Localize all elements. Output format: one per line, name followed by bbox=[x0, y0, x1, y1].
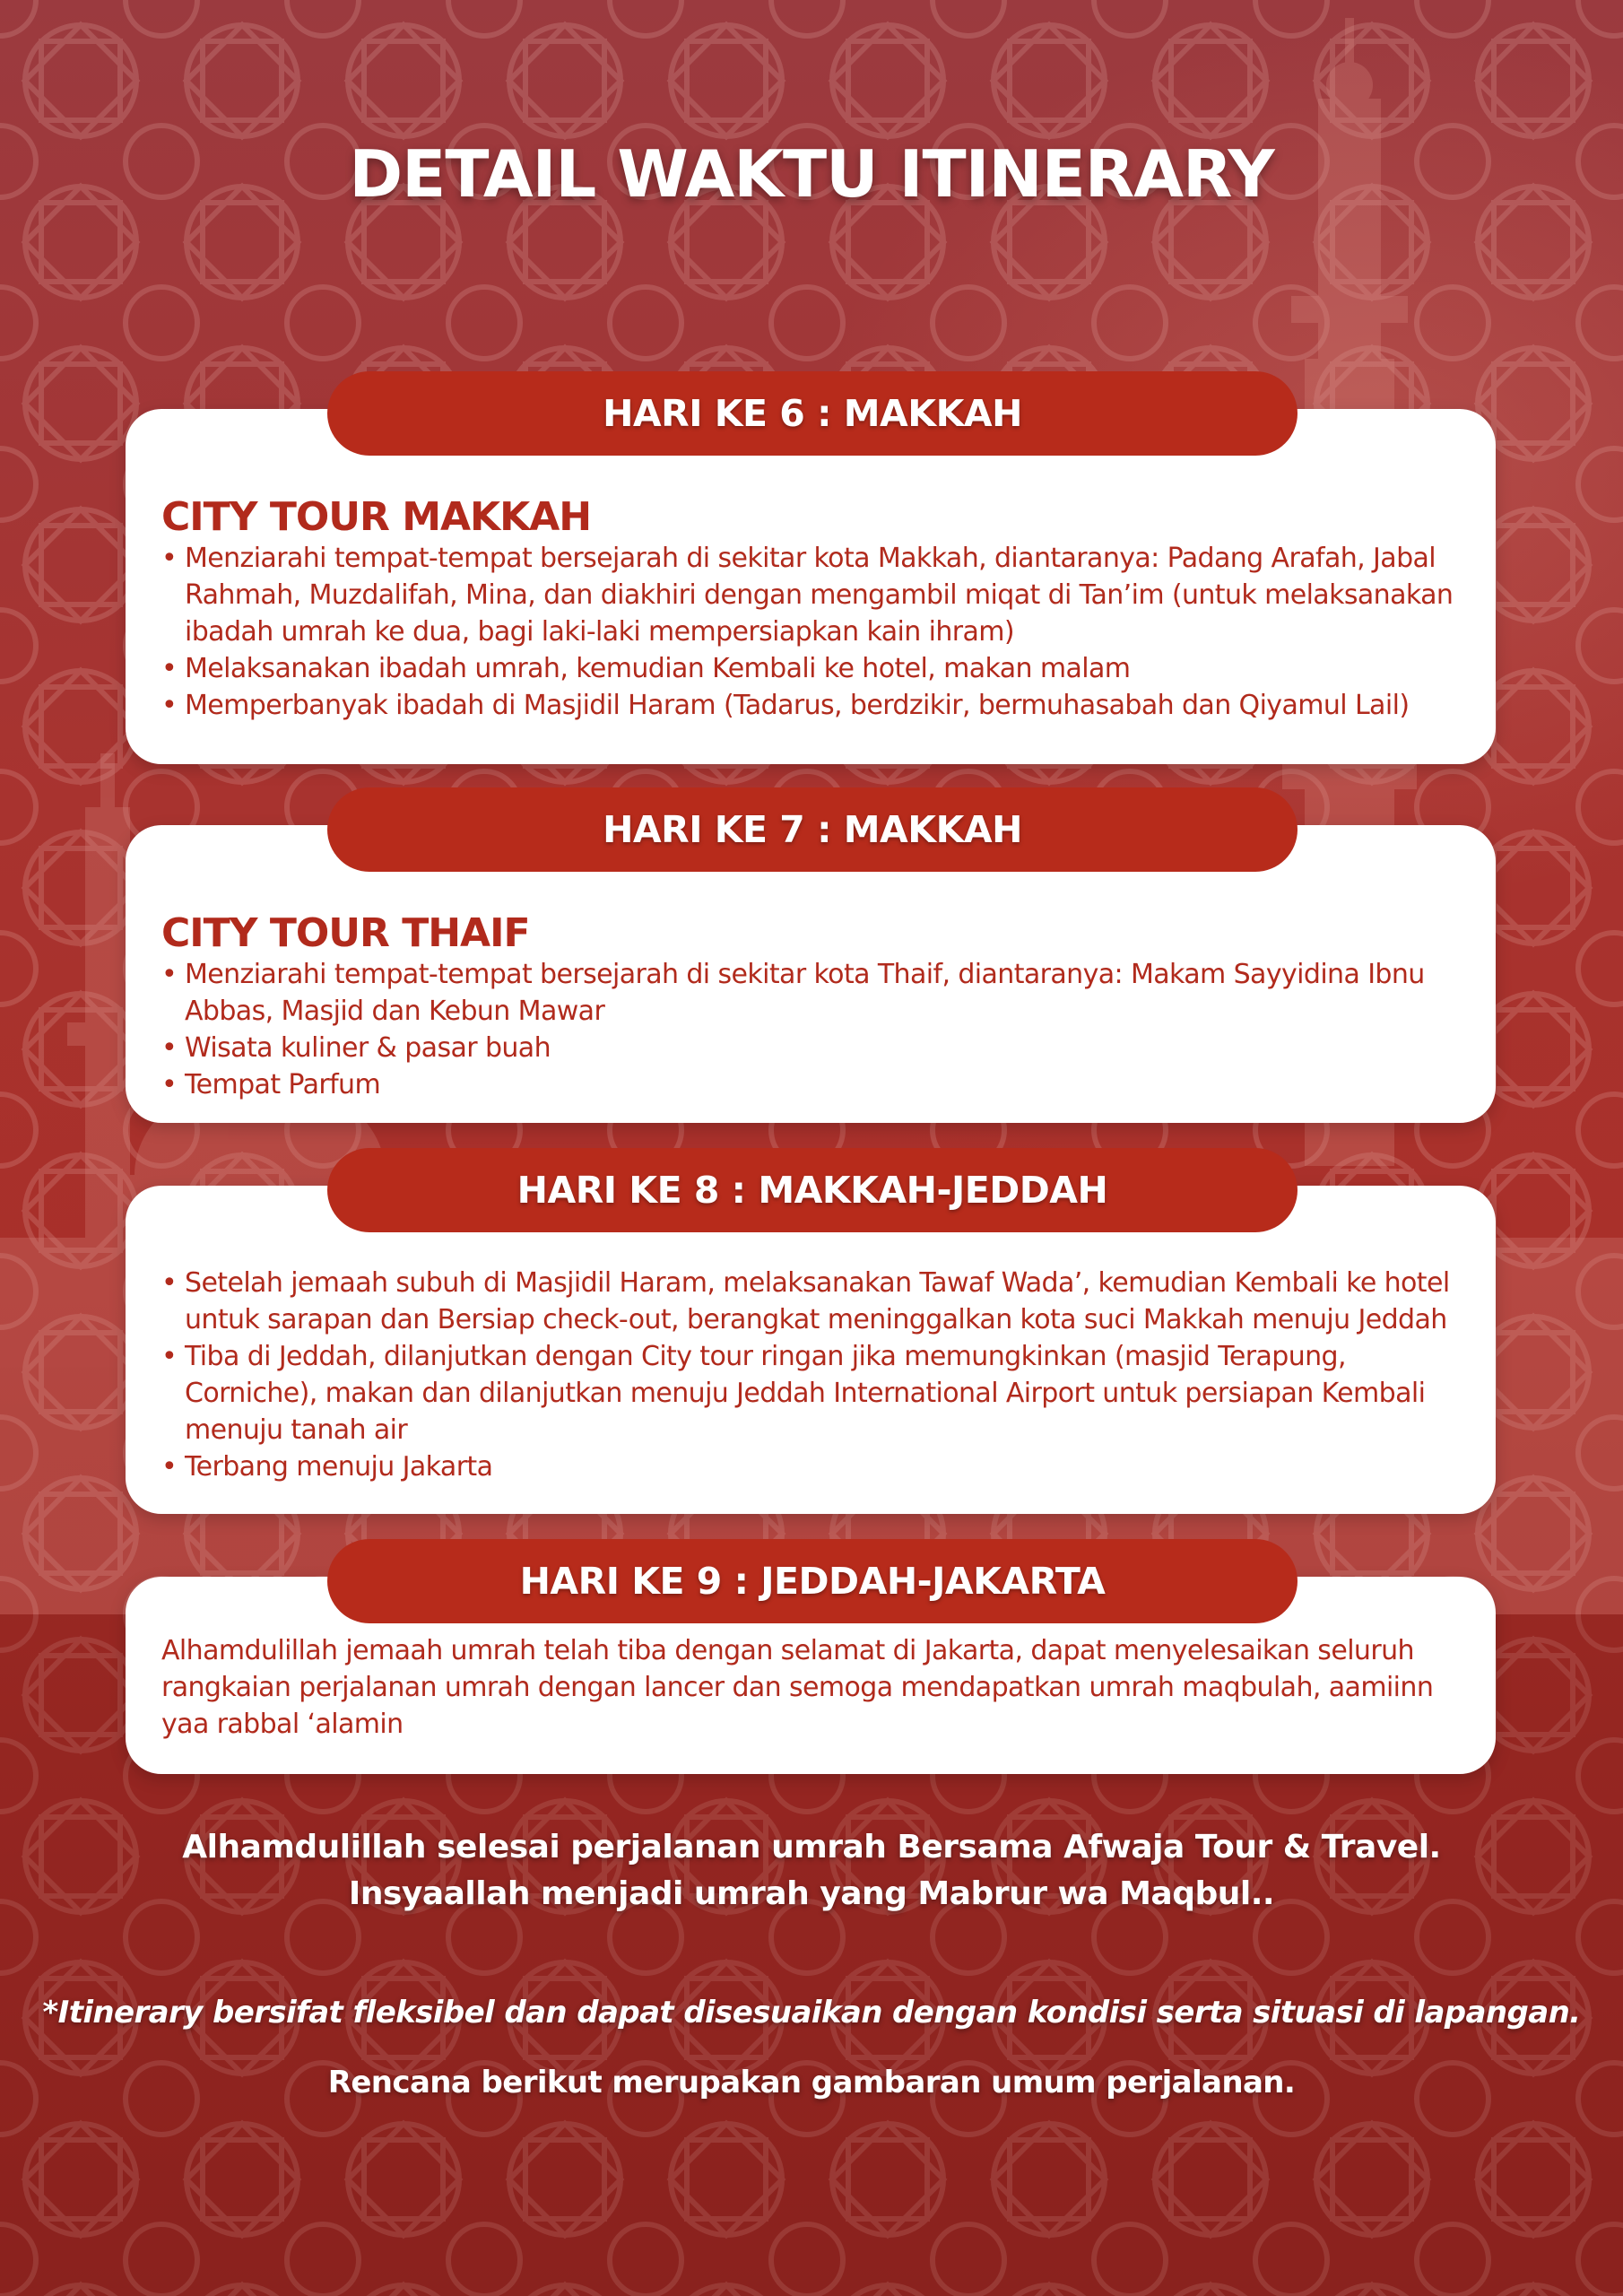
day-8-items bbox=[161, 1265, 1460, 1485]
day-7-section-title: CITY TOUR THAIF bbox=[161, 910, 530, 956]
day-6-section-title: CITY TOUR MAKKAH bbox=[161, 494, 592, 540]
list-item: • Setelah jemaah subuh di Masjidil Haram, melaksanakan Tawaf Wada’, kemudian Kembali ke hotel untuk sarapan dan Bersiap check-out, berangkat meninggalkan kota suci Makkah menuju Jeddah bbox=[161, 1265, 1460, 1338]
page-title: DETAIL WAKTU ITINERARY bbox=[349, 136, 1274, 212]
day-8-header: HARI KE 8 : MAKKAH-JEDDAH bbox=[327, 1148, 1298, 1232]
day-7-block bbox=[126, 787, 1496, 1125]
day-6-header: HARI KE 6 : MAKKAH bbox=[327, 371, 1298, 456]
day-7-header: HARI KE 7 : MAKKAH bbox=[327, 787, 1298, 872]
closing-line-2: Insyaallah menjadi umrah yang Mabrur wa Maqbul.. bbox=[348, 1875, 1275, 1912]
list-item: • Tempat Parfum bbox=[161, 1066, 1460, 1103]
list-item: • Tiba di Jeddah, dilanjutkan dengan City tour ringan jika memungkinkan (masjid Terapung, Corniche), makan dan dilanjutkan menuju Jeddah International Airport untuk persiapan Kembali menuju tanah air bbox=[161, 1338, 1460, 1448]
day-8-card bbox=[126, 1186, 1496, 1514]
day-6-items bbox=[161, 540, 1460, 724]
list-item: • Menziarahi tempat-tempat bersejarah di sekitar kota Thaif, diantaranya: Makam Sayyidina Ibnu Abbas, Masjid dan Kebun Mawar bbox=[161, 956, 1460, 1030]
general-note: Rencana berikut merupakan gambaran umum perjalanan. bbox=[327, 2065, 1296, 2100]
day-6-card bbox=[126, 409, 1496, 764]
day-8-block bbox=[126, 1148, 1496, 1516]
day-9-paragraph: Alhamdulillah jemaah umrah telah tiba dengan selamat di Jakarta, dapat menyelesaikan seluruh rangkaian perjalanan umrah dengan lancer dan semoga mendapatkan umrah maqbulah, aamiinn yaa rabbal ‘alamin bbox=[161, 1635, 1434, 1740]
list-item: • Memperbanyak ibadah di Masjidil Haram (Tadarus, berdzikir, bermuhasabah dan Qiyamul Lail) bbox=[161, 687, 1460, 724]
closing-message bbox=[0, 1824, 1623, 1918]
list-item: • Menziarahi tempat-tempat bersejarah di sekitar kota Makkah, diantaranya: Padang Arafah, Jabal Rahmah, Muzdalifah, Mina, dan diakhiri dengan mengambil miqat di Tan’im (untuk melaksanakan ibadah umrah ke dua, bagi laki-laki mempersiapkan kain ihram) bbox=[161, 540, 1460, 650]
list-item: • Wisata kuliner & pasar buah bbox=[161, 1030, 1460, 1066]
day-9-block bbox=[126, 1539, 1496, 1776]
closing-line-1: Alhamdulillah selesai perjalanan umrah Bersama Afwaja Tour & Travel. bbox=[182, 1829, 1441, 1866]
day-6-block bbox=[126, 371, 1496, 766]
day-7-items bbox=[161, 956, 1460, 1103]
disclaimer-note: *Itinerary bersifat fleksibel dan dapat disesuaikan dengan kondisi serta situasi di lapangan. bbox=[42, 1995, 1581, 2031]
list-item: • Terbang menuju Jakarta bbox=[161, 1448, 1460, 1485]
list-item: • Melaksanakan ibadah umrah, kemudian Kembali ke hotel, makan malam bbox=[161, 650, 1460, 687]
day-9-header: HARI KE 9 : JEDDAH-JAKARTA bbox=[327, 1539, 1298, 1623]
